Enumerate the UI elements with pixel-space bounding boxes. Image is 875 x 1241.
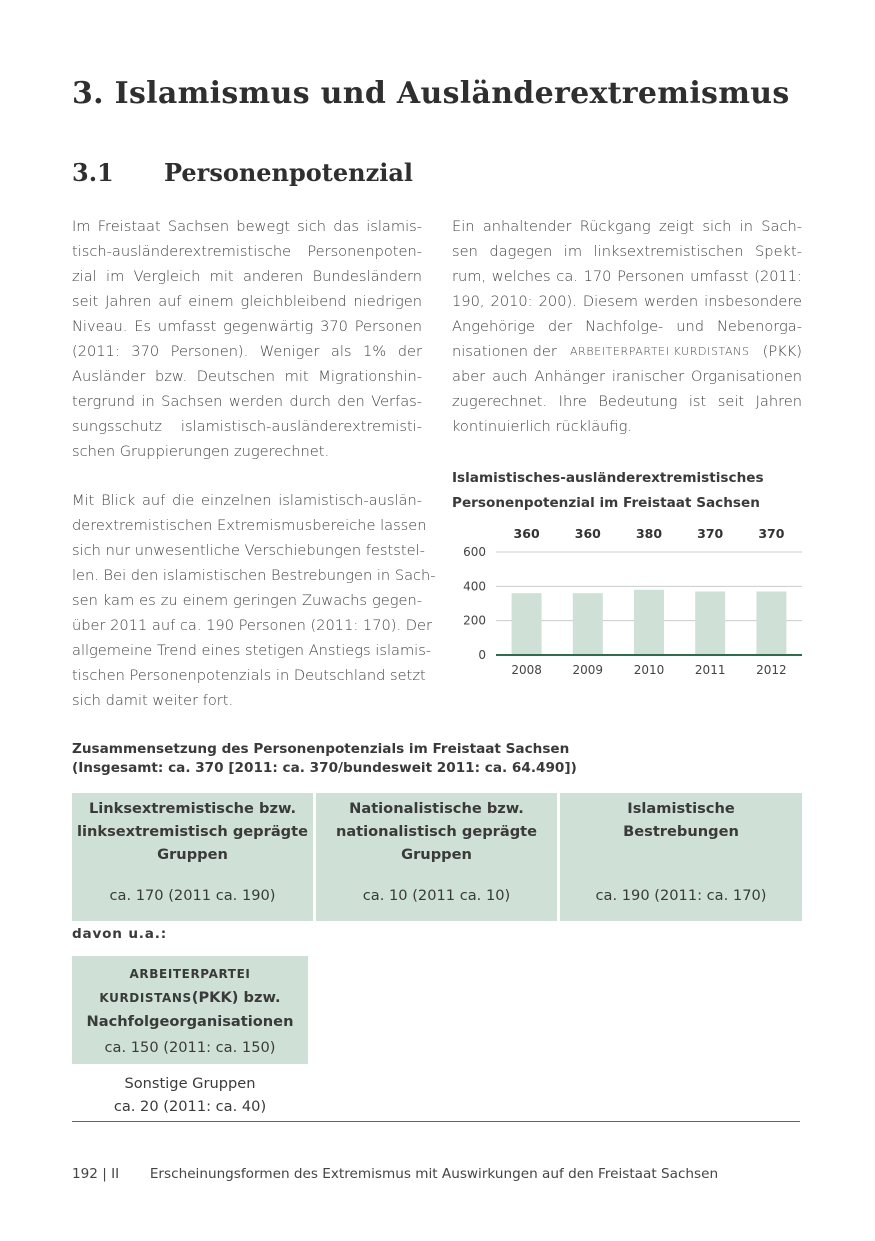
cell-header — [72, 793, 313, 866]
text-line: seit Jahren auf einem gleichbleibend niedrigen — [72, 293, 422, 310]
text-line: kontinuierlich rückläufig. — [452, 418, 632, 435]
text-line: allgemeine Trend eines stetigen Anstiegs islamis- — [72, 642, 432, 659]
bar-chart — [452, 520, 812, 685]
cell-header-line: linksextremistisch geprägte — [76, 823, 308, 840]
cell-value: ca. 170 (2011 ca. 190) — [109, 887, 276, 904]
page-number: 192 | II — [72, 1166, 120, 1182]
table-cell-right — [560, 793, 802, 921]
bar — [695, 591, 725, 655]
table-cell-middle — [316, 793, 557, 921]
data-label: 360 — [513, 526, 540, 541]
x-tick-label: 2010 — [633, 663, 665, 677]
cell-header-line: Bestrebungen — [623, 823, 739, 840]
divider — [72, 1121, 800, 1122]
data-label: 370 — [697, 526, 724, 541]
x-tick-label: 2009 — [572, 663, 604, 677]
text-line: Niveau. Es umfasst gegenwärtig 370 Personen — [72, 318, 422, 335]
left-paragraph-2 — [72, 488, 436, 713]
section-number: 3.1 — [72, 158, 114, 187]
bar — [634, 590, 664, 655]
cell-header-line: Nationalistische bzw. — [349, 800, 524, 817]
bar — [756, 591, 786, 655]
table-cell-left — [72, 793, 313, 921]
cell-header — [72, 956, 308, 1033]
cell-header-line: Islamistische — [627, 800, 735, 817]
text-line: zial im Vergleich mit anderen Bundesländern — [72, 268, 422, 285]
cell-header-line: Gruppen — [157, 846, 228, 863]
bar — [512, 593, 542, 655]
left-paragraph-1 — [72, 214, 422, 464]
text-line: Angehörige der Nachfolge- und Nebenorga- — [452, 318, 802, 335]
text-line: tisch-ausländerextremistische Personenpoten- — [72, 243, 422, 260]
bar — [573, 593, 603, 655]
other-groups-label: Sonstige Gruppen — [124, 1075, 256, 1092]
text-line: rum, welches ca. 170 Personen umfasst (2011: — [452, 268, 802, 285]
text-line: Ein anhaltender Rückgang zeigt sich in Sach- — [452, 218, 802, 235]
y-tick-label: 400 — [463, 579, 486, 594]
text-line: 190, 2010: 200). Diesem werden insbesondere — [452, 293, 802, 310]
chart-title-line: Islamistisches-ausländerextremistisches — [452, 470, 764, 486]
table-title-line: (Insgesamt: ca. 370 [2011: ca. 370/bundesweit 2011: ca. 64.490]) — [72, 760, 577, 776]
text-line: Im Freistaat Sachsen bewegt sich das islamis- — [72, 218, 422, 235]
text-line: sen kam es zu einem geringen Zuwachs gegen- — [72, 592, 422, 609]
text-line: sungsschutz islamistisch-ausländerextremisti- — [72, 418, 422, 435]
text-line: zugerechnet. Ihre Bedeutung ist seit Jahren — [452, 393, 802, 410]
text-line: schen Gruppierungen zugerechnet. — [72, 443, 330, 460]
x-tick-label: 2012 — [756, 663, 787, 677]
data-label: 380 — [635, 526, 663, 541]
party-name-part: ARBEITERPARTEI — [129, 967, 251, 981]
cell-header-line — [72, 986, 308, 1010]
cell-value: ca. 150 (2011: ca. 150) — [104, 1039, 276, 1056]
text-line — [452, 339, 802, 364]
text-line: derextremistischen Extremismusbereiche lassen — [72, 517, 427, 534]
text-line: Ausländer bzw. Deutschen mit Migrationshin- — [72, 368, 422, 385]
cell-header-line: nationalistisch geprägte — [335, 823, 538, 840]
page-footer — [72, 1166, 718, 1182]
cell-header-line: Gruppen — [401, 846, 472, 863]
text-line: tischen Personenpotenzials in Deutschland setzt — [72, 667, 426, 684]
cell-header-line: Linksextremistische bzw. — [88, 800, 297, 817]
footer-text: Erscheinungsformen des Extremismus mit Auswirkungen auf den Freistaat Sachsen — [149, 1166, 719, 1182]
x-tick-label: 2011 — [694, 663, 726, 677]
text-line: sich damit weiter fort. — [72, 692, 234, 709]
x-tick-label: 2008 — [511, 663, 542, 677]
data-label: 360 — [574, 526, 601, 541]
text-line: Mit Blick auf die einzelnen islamistisch-auslän- — [72, 492, 422, 509]
text-fragment: (PKK) bzw. — [191, 989, 281, 1006]
party-name-part: KURDISTANS — [99, 991, 192, 1005]
other-groups — [72, 1072, 308, 1118]
table-title-line: Zusammensetzung des Personenpotenzials im Freistaat Sachsen — [72, 741, 570, 757]
text-line: (2011: 370 Personen). Weniger als 1% der — [72, 343, 422, 360]
davon-label: davon u.a.: — [72, 926, 167, 942]
y-tick-label: 600 — [463, 545, 486, 559]
cell-value: ca. 190 (2011: ca. 170) — [595, 887, 767, 904]
right-paragraph — [452, 214, 802, 439]
text-fragment: (PKK) — [762, 343, 802, 360]
table-title — [72, 740, 577, 778]
text-line: über 2011 auf ca. 190 Personen (2011: 170). Der — [72, 617, 432, 634]
chart-title-line: Personenpotenzial im Freistaat Sachsen — [452, 495, 760, 511]
chart-title — [452, 466, 764, 516]
text-fragment: nisationen der — [452, 343, 557, 360]
text-line: tergrund in Sachsen werden durch den Verfas- — [72, 393, 422, 410]
chapter-heading: 3. Islamismus und Ausländerextremismus — [72, 76, 790, 111]
cell-header-line: Nachfolgeorganisationen — [86, 1013, 294, 1030]
text-line: len. Bei den islamistischen Bestrebungen in Sach- — [72, 567, 436, 584]
data-label: 370 — [758, 526, 785, 541]
section-title: Personenpotenzial — [164, 158, 414, 187]
party-name: ARBEITERPARTEI KURDISTANS — [570, 345, 750, 358]
text-line: sen dagegen im linksextremistischen Spekt- — [452, 243, 802, 260]
cell-header — [560, 793, 802, 843]
y-tick-label: 0 — [478, 648, 486, 662]
cell-header — [316, 793, 557, 866]
y-tick-label: 200 — [463, 613, 486, 628]
other-groups-value: ca. 20 (2011: ca. 40) — [113, 1098, 267, 1115]
text-line: sich nur unwesentliche Verschiebungen feststel- — [72, 542, 425, 559]
table-cell-pkk — [72, 956, 308, 1064]
text-line: aber auch Anhänger iranischer Organisationen — [452, 368, 802, 385]
cell-header-line — [72, 962, 308, 986]
cell-value: ca. 10 (2011 ca. 10) — [362, 887, 511, 904]
